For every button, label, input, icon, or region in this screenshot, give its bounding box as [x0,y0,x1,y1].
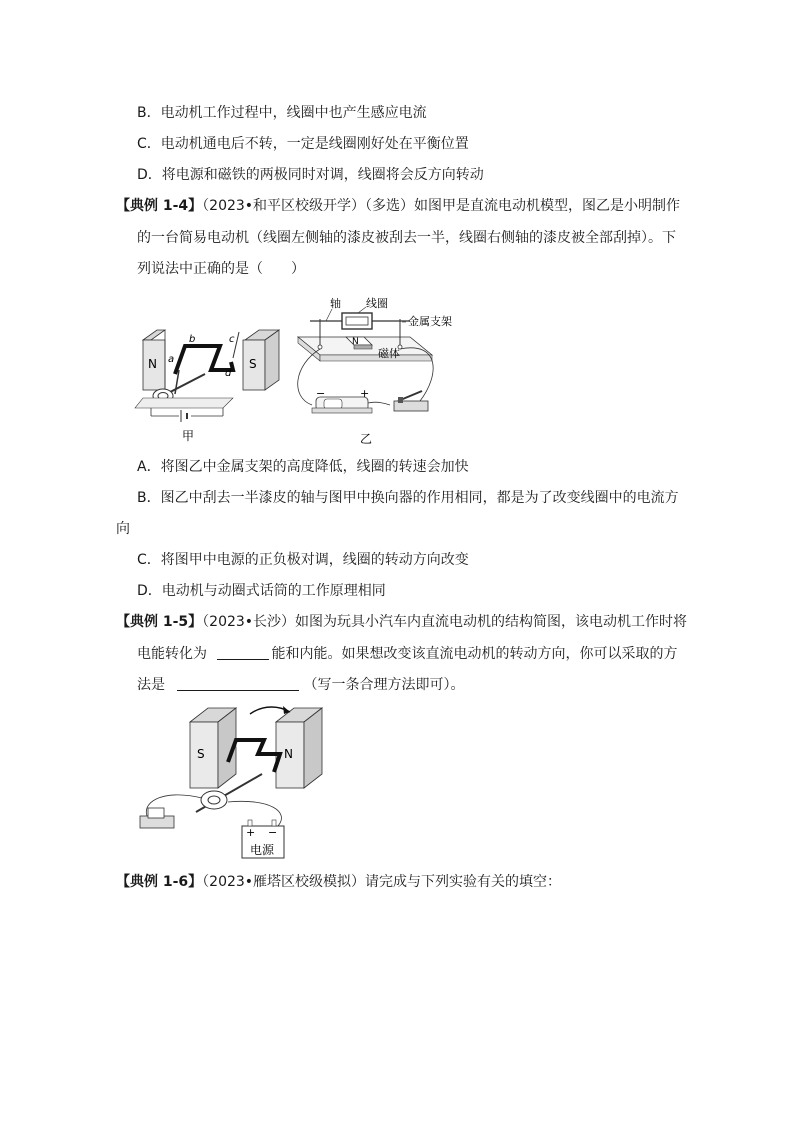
figure-jia [135,318,285,448]
yi-label-bracket: 金属支架 [408,315,452,328]
example-1-5-line2 [137,644,677,664]
example-1-5-line3 [137,675,464,695]
answer-blank-2[interactable] [177,676,299,691]
example-1-4-option-b: B．图乙中刮去一半漆皮的轴与图甲中换向器的作用相同，都是为了改变线圈中的电流方 [137,490,679,506]
jia-label-d: d [225,368,232,379]
example-1-5-line2-b: 能和内能。如果想改变该直流电动机的转动方向，你可以采取的方 [271,646,678,662]
example-1-4-option-a: A．将图乙中金属支架的高度降低，线圈的转速会加快 [137,459,469,475]
yi-label-coil: 线圈 [366,297,388,310]
fig15-label-S: S [197,747,205,761]
example-1-5-source: （2023•长沙）如图为玩具小汽车内直流电动机的结构简图，该电动机工作时将 [202,614,688,630]
fig15-label-N: N [284,747,293,761]
yi-label-N: N [352,337,359,347]
example-1-4-tag: 【典例 1-4】 [116,198,203,214]
fig15-label-power: 电源 [250,843,275,857]
figure-yi [290,297,452,450]
example-1-6-header [116,872,561,892]
option-b-prev: B．电动机工作过程中，线圈中也产生感应电流 [137,105,427,121]
jia-caption: 甲 [182,429,195,443]
example-1-4-option-b-cont: 向 [116,521,130,537]
example-1-6-source: （2023•雁塔区校级模拟）请完成与下列实验有关的填空： [202,874,562,890]
example-1-5-line3-a: 法是 [137,677,165,693]
yi-caption: 乙 [360,432,373,446]
answer-blank-1[interactable] [217,645,269,660]
example-1-4-source: （2023•和平区校级开学）（多选）如图甲是直流电动机模型，图乙是小明制作 [202,198,681,214]
example-1-4-option-d: D．电动机与动圈式话筒的工作原理相同 [137,583,386,599]
example-1-5-header [116,612,687,632]
figure-1-5 [140,702,335,862]
fig15-label-plus: + [246,826,256,839]
yi-label-axis: 轴 [330,297,341,310]
example-1-5-tag: 【典例 1-5】 [116,614,203,630]
example-1-4-line2: 的一台简易电动机（线圈左侧轴的漆皮被刮去一半，线圈右侧轴的漆皮被全部刮掉）。下 [137,230,676,246]
jia-label-b: b [189,334,196,345]
yi-label-plus: + [360,387,370,400]
example-1-6-tag: 【典例 1-6】 [116,874,203,890]
yi-label-minus: − [316,387,326,400]
yi-label-magnet: 磁体 [378,347,400,360]
example-1-4-line3: 列说法中正确的是（ ） [137,261,305,277]
fig15-label-minus: − [268,826,278,839]
jia-label-a: a [168,354,175,365]
option-d-prev: D．将电源和磁铁的两极同时对调，线圈将会反方向转动 [137,167,484,183]
example-1-5-line2-a: 电能转化为 [137,646,207,662]
example-1-4-header [116,196,680,216]
jia-label-c: c [229,334,235,345]
jia-label-S: S [249,357,257,371]
jia-label-N: N [148,357,157,371]
example-1-4-option-c: C．将图甲中电源的正负极对调，线圈的转动方向改变 [137,552,469,568]
example-1-5-line3-b: （写一条合理方法即可）。 [303,677,465,693]
option-c-prev: C．电动机通电后不转，一定是线圈刚好处在平衡位置 [137,136,469,152]
